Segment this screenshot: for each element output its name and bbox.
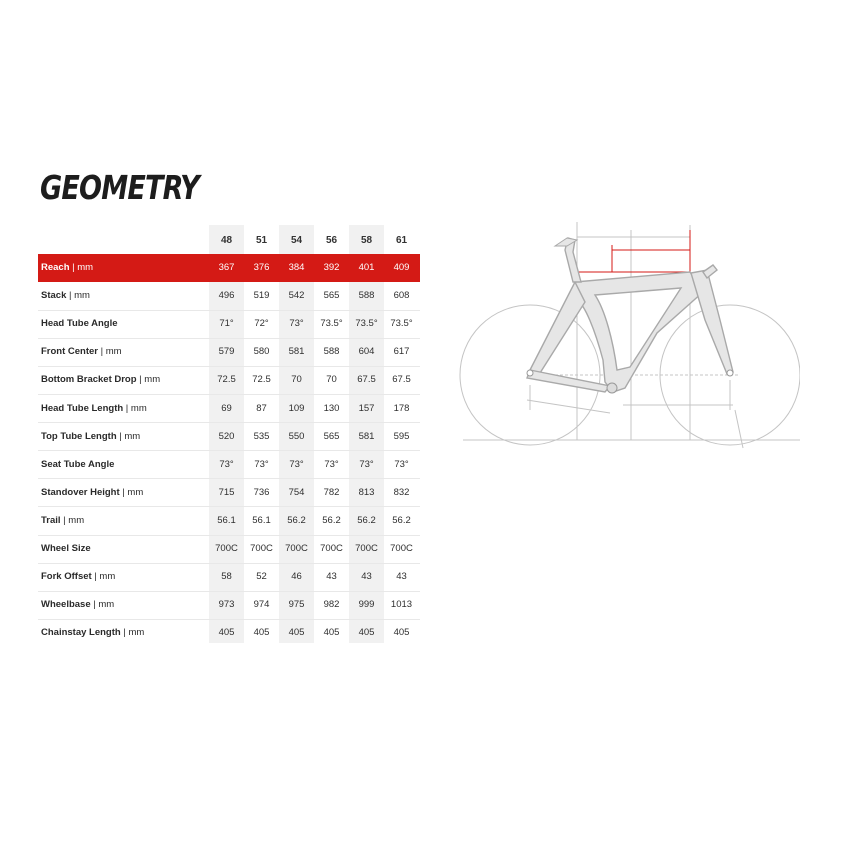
- row-label-name: Bottom Bracket Drop: [41, 374, 137, 386]
- table-cell: 813: [358, 486, 375, 498]
- table-row: [38, 423, 420, 451]
- row-label-name: Wheel Size: [41, 543, 91, 554]
- table-cell: 56.2: [322, 514, 341, 526]
- table-cell: 72.5: [252, 374, 271, 386]
- row-label-name: Head Tube Angle: [41, 318, 118, 330]
- table-cell: 700C: [250, 543, 273, 554]
- table-cell: 405: [253, 627, 270, 639]
- stem: [703, 265, 717, 278]
- row-label-unit: | mm: [120, 627, 145, 639]
- row-label-name: Head Tube Length: [41, 402, 124, 414]
- table-cell: 367: [218, 262, 235, 273]
- row-label: [41, 563, 115, 591]
- row-label-unit: | mm: [136, 374, 161, 386]
- table-cell: 975: [288, 599, 305, 611]
- table-cell: 70: [291, 374, 302, 386]
- table-cell: 496: [218, 290, 235, 302]
- table-cell: 715: [218, 486, 235, 498]
- table-cell: 580: [253, 346, 270, 358]
- table-cell: 73°: [324, 458, 339, 470]
- table-cell: 157: [358, 402, 375, 414]
- size-header-cell: 54: [290, 235, 303, 246]
- row-label: [41, 254, 93, 282]
- table-cell: 73.5°: [320, 318, 343, 330]
- table-cell: 401: [358, 262, 375, 273]
- size-header-cell: 51: [255, 235, 268, 246]
- table-cell: 520: [218, 430, 235, 442]
- table-cell: 178: [393, 402, 410, 414]
- table-cell: 999: [358, 599, 375, 611]
- row-label-unit: | mm: [91, 571, 116, 583]
- table-cell: 700C: [355, 543, 378, 554]
- size-header-cell: 56: [325, 235, 338, 246]
- table-row: [38, 619, 420, 647]
- table-cell: 392: [323, 262, 340, 273]
- frame-outline: [575, 272, 703, 392]
- table-cell: 604: [358, 346, 375, 358]
- table-row: [38, 282, 420, 310]
- table-cell: 73.5°: [355, 318, 378, 330]
- table-cell: 700C: [320, 543, 343, 554]
- table-cell: 588: [323, 346, 340, 358]
- table-cell: 384: [288, 262, 305, 273]
- table-cell: 535: [253, 430, 270, 442]
- row-label-name: Chainstay Length: [41, 627, 121, 639]
- table-cell: 73°: [394, 458, 409, 470]
- table-cell: 56.2: [357, 514, 376, 526]
- row-label-unit: | mm: [116, 430, 141, 442]
- table-cell: 72°: [254, 318, 269, 330]
- row-label-name: Standover Height: [41, 486, 120, 498]
- table-cell: 109: [288, 402, 305, 414]
- table-cell: 73°: [359, 458, 374, 470]
- row-label-name: Fork Offset: [41, 571, 92, 583]
- row-label-unit: | mm: [90, 599, 115, 611]
- row-label: [41, 479, 143, 507]
- row-label-name: Stack: [41, 290, 67, 302]
- table-row: [38, 535, 420, 563]
- row-label-unit: | mm: [69, 262, 94, 273]
- table-row: [38, 395, 420, 423]
- table-cell: 519: [253, 290, 270, 302]
- bike-geometry-diagram: [455, 210, 800, 460]
- bottom-bracket: [607, 383, 617, 393]
- table-cell: 405: [288, 627, 305, 639]
- table-cell: 617: [393, 346, 410, 358]
- row-label-name: Top Tube Length: [41, 430, 117, 442]
- table-cell: 73°: [289, 458, 304, 470]
- table-cell: 56.1: [217, 514, 236, 526]
- table-cell: 130: [323, 402, 340, 414]
- table-cell: 973: [218, 599, 235, 611]
- table-cell: 56.1: [252, 514, 271, 526]
- table-cell: 581: [358, 430, 375, 442]
- row-label-unit: | mm: [119, 486, 144, 498]
- row-label: [41, 619, 144, 647]
- table-cell: 832: [393, 486, 410, 498]
- size-header-cell: 61: [395, 235, 408, 246]
- row-label: [41, 395, 147, 423]
- row-label-name: Reach: [41, 262, 70, 273]
- table-cell: 73°: [289, 318, 304, 330]
- table-cell: 405: [358, 627, 375, 639]
- fork: [691, 270, 733, 374]
- row-label-unit: | mm: [123, 402, 147, 414]
- table-row: [38, 451, 420, 479]
- table-cell: 595: [393, 430, 410, 442]
- table-cell: 43: [396, 571, 407, 583]
- table-cell: 73.5°: [390, 318, 413, 330]
- size-header-cell: 48: [220, 235, 233, 246]
- row-label: [41, 282, 90, 310]
- table-cell: 43: [326, 571, 337, 583]
- table-cell: 736: [253, 486, 270, 498]
- table-row: [38, 254, 420, 282]
- table-cell: 70: [326, 374, 337, 386]
- row-label: [41, 507, 84, 535]
- table-cell: 72.5: [217, 374, 236, 386]
- table-cell: 58: [221, 571, 232, 583]
- table-cell: 565: [323, 290, 340, 302]
- row-label-name: Trail: [41, 514, 61, 526]
- table-row: [38, 507, 420, 535]
- table-cell: 754: [288, 486, 305, 498]
- table-cell: 405: [323, 627, 340, 639]
- table-cell: 71°: [219, 318, 234, 330]
- table-cell: 56.2: [392, 514, 411, 526]
- table-row: [38, 591, 420, 619]
- row-label: [41, 535, 91, 563]
- row-label: [41, 591, 114, 619]
- row-label-name: Wheelbase: [41, 599, 91, 611]
- table-cell: 73°: [254, 458, 269, 470]
- page-title: GEOMETRY: [40, 168, 199, 207]
- table-cell: 87: [256, 402, 267, 414]
- table-cell: 67.5: [357, 374, 376, 386]
- size-header-cell: 58: [360, 235, 373, 246]
- table-cell: 982: [323, 599, 340, 611]
- table-cell: 700C: [215, 543, 238, 554]
- table-cell: 376: [253, 262, 270, 273]
- table-cell: 565: [323, 430, 340, 442]
- row-label-name: Seat Tube Angle: [41, 458, 115, 470]
- table-cell: 56.2: [287, 514, 306, 526]
- table-cell: 405: [218, 627, 235, 639]
- table-row: [38, 366, 420, 394]
- table-cell: 52: [256, 571, 267, 583]
- row-label: [41, 366, 160, 394]
- table-cell: 43: [361, 571, 372, 583]
- table-cell: 550: [288, 430, 305, 442]
- row-label: [41, 338, 122, 366]
- row-label-name: Front Center: [41, 346, 98, 358]
- row-label-unit: | mm: [66, 290, 90, 302]
- table-cell: 700C: [285, 543, 308, 554]
- table-cell: 608: [393, 290, 410, 302]
- table-cell: 542: [288, 290, 305, 302]
- table-row: [38, 563, 420, 591]
- table-row: [38, 310, 420, 338]
- table-row: [38, 479, 420, 507]
- row-label: [41, 423, 140, 451]
- row-label-unit: | mm: [60, 514, 85, 526]
- table-cell: 67.5: [392, 374, 411, 386]
- table-cell: 46: [291, 571, 302, 583]
- table-cell: 581: [288, 346, 305, 358]
- table-cell: 700C: [390, 543, 413, 554]
- row-label: [41, 310, 118, 338]
- table-cell: 588: [358, 290, 375, 302]
- table-cell: 1013: [390, 599, 413, 611]
- table-cell: 69: [221, 402, 232, 414]
- table-cell: 409: [393, 262, 410, 273]
- table-row: [38, 338, 420, 366]
- table-cell: 73°: [219, 458, 234, 470]
- table-cell: 782: [323, 486, 340, 498]
- row-label: [41, 451, 114, 479]
- table-cell: 405: [393, 627, 410, 639]
- row-label-unit: | mm: [98, 346, 122, 358]
- table-cell: 579: [218, 346, 235, 358]
- table-cell: 974: [253, 599, 270, 611]
